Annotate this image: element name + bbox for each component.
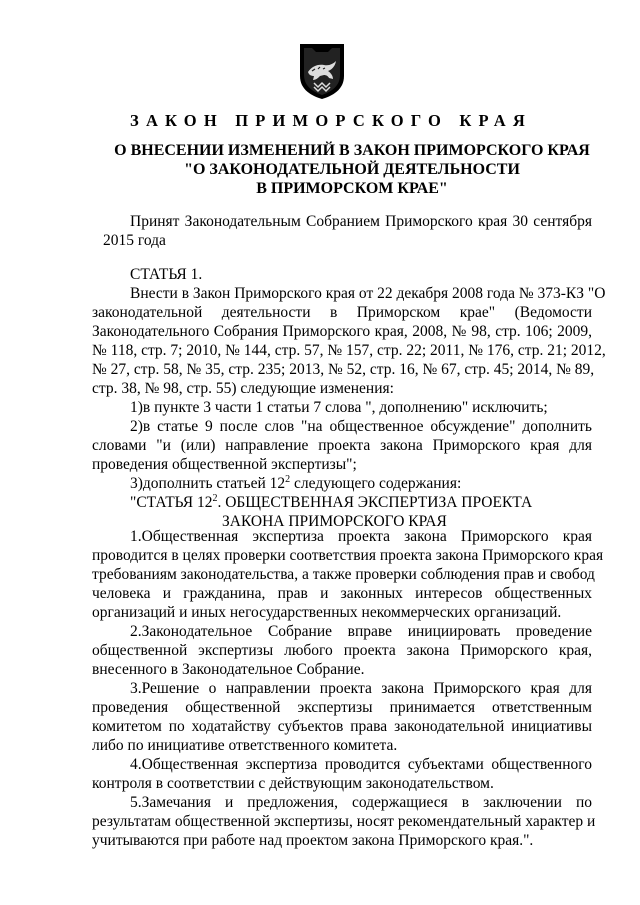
new-article-heading-1: "СТАТЬЯ $12^2$. ОБЩЕСТВЕННАЯ ЭКСПЕРТИЗА ПРОЕКТА bbox=[130, 493, 533, 511]
subtitle-line-1: О ВНЕСЕНИИ ИЗМЕНЕНИЙ В ЗАКОН ПРИМОРСКОГО КРАЯ bbox=[114, 142, 590, 159]
item-2-line-1: 2)в статье 9 после слов "на общественное обсуждение" дополнить bbox=[130, 418, 592, 435]
new-article-heading-2: ЗАКОНА ПРИМОРСКОГО КРАЯ bbox=[222, 513, 447, 530]
para-3-line-2: проведения общественной экспертизы принимается ответственным bbox=[92, 699, 592, 716]
adopted-line-2: 2015 года bbox=[103, 232, 166, 249]
law-title: ЗАКОН ПРИМОРСКОГО КРАЯ bbox=[130, 111, 532, 130]
item-2-line-2: словами "и (или) направление проекта закона Приморского края для bbox=[92, 437, 592, 454]
para-1-line-1: 1.Общественная экспертиза проекта закона Приморского края bbox=[130, 528, 592, 545]
para-2-line-2: общественной экспертизы любого проекта закона Приморского края, bbox=[92, 642, 592, 659]
adopted-line-1: Принят Законодательным Собранием Приморского края 30 сентября bbox=[130, 213, 592, 230]
para-2-line-3: внесенного в Законодательное Собрание. bbox=[92, 661, 365, 678]
para-5-line-2: результатам общественной экспертизы, носят рекомендательный характер и bbox=[92, 813, 596, 830]
para-1-line-4: человека и гражданина, прав и законных интересов общественных bbox=[92, 585, 592, 602]
item-2-line-3: проведения общественной экспертизы"; bbox=[92, 456, 357, 473]
para-3-line-3: комитетом по ходатайству субъектов права законодательной инициативы bbox=[92, 718, 592, 735]
article-1-line-2: законодательной деятельности в Приморском крае" (Ведомости bbox=[92, 304, 592, 321]
coat-of-arms-emblem bbox=[298, 42, 346, 100]
para-5-line-1: 5.Замечания и предложения, содержащиеся в заключении по bbox=[130, 794, 592, 811]
para-2-line-1: 2.Законодательное Собрание вправе инициировать проведение bbox=[130, 623, 592, 640]
article-1-line-1: Внести в Закон Приморского края от 22 декабря 2008 года № 373-КЗ "О bbox=[130, 285, 606, 302]
article-1-heading: СТАТЬЯ 1. bbox=[130, 266, 203, 283]
article-1-line-4: № 118, стр. 7; 2010, № 144, стр. 57, № 157, стр. 22; 2011, № 176, стр. 21; 2012, bbox=[92, 342, 606, 359]
item-1: 1)в пункте 3 части 1 статьи 7 слова ", дополнению" исключить; bbox=[130, 399, 548, 416]
subtitle-line-2: "О ЗАКОНОДАТЕЛЬНОЙ ДЕЯТЕЛЬНОСТИ bbox=[184, 161, 520, 178]
article-1-line-6: стр. 38, № 98, стр. 55) следующие изменения: bbox=[92, 380, 394, 397]
para-3-line-4: либо по инициативе ответственного комитета. bbox=[92, 737, 398, 754]
para-4-line-2: контроля в соответствии с действующим законодательством. bbox=[92, 775, 494, 792]
para-1-line-2: проводится в целях проверки соответствия проекта закона Приморского края bbox=[92, 547, 604, 564]
article-1-line-3: Законодательного Собрания Приморского края, 2008, № 98, стр. 106; 2009, bbox=[92, 323, 592, 340]
para-5-line-3: учитываются при работе над проектом закона Приморского края.". bbox=[92, 832, 534, 849]
para-1-line-5: организаций и иных негосударственных некоммерческих организаций. bbox=[92, 604, 562, 621]
item-3: 3)дополнить статьей $12^2$ следующего содержания: bbox=[130, 474, 462, 492]
article-1-line-5: № 27, стр. 58, № 35, стр. 235; 2013, № 52, стр. 16, № 67, стр. 45; 2014, № 89, bbox=[92, 361, 595, 378]
para-1-line-3: требованиям законодательства, а также проверки соблюдения прав и свобод bbox=[92, 566, 595, 583]
para-3-line-1: 3.Решение о направлении проекта закона Приморского края для bbox=[130, 680, 592, 697]
subtitle-line-3: В ПРИМОРСКОМ КРАЕ" bbox=[256, 180, 448, 197]
para-4-line-1: 4.Общественная экспертиза проводится субъектами общественного bbox=[130, 756, 592, 773]
